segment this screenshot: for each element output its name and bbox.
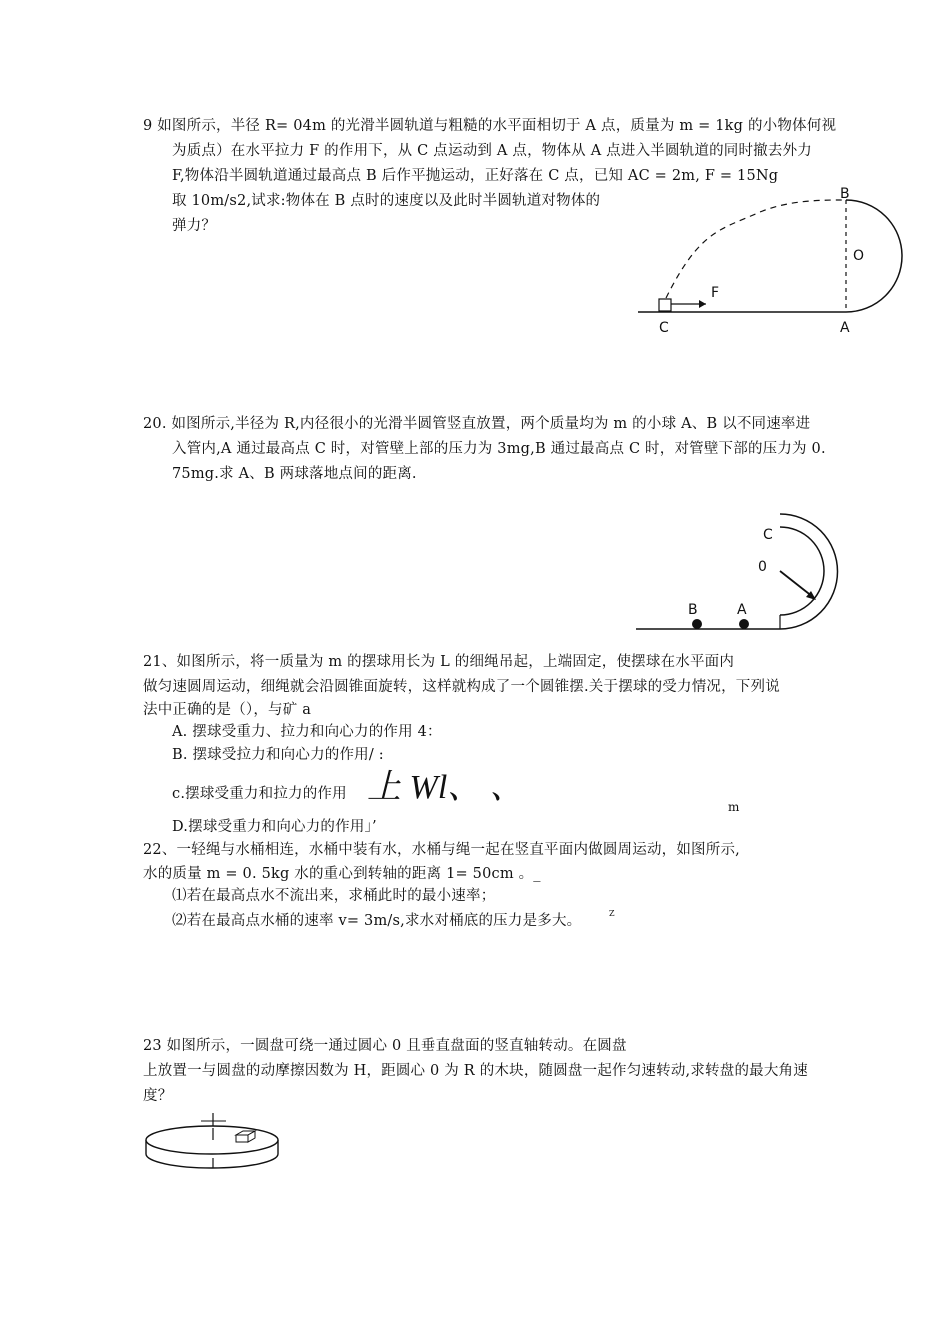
q19-line-1: 9 如图所示，半径 R= 04m 的光滑半圆轨道与粗糙的水平面相切于 A 点，质量为 m = 1kg 的小物体何视 — [143, 118, 837, 134]
q21-handwriting: 上 Wl、 、 — [367, 769, 524, 806]
q20-label-O: 0 — [758, 559, 767, 575]
q19-label-A: A — [840, 320, 850, 336]
q22-sub-2: ⑵若在最高点水桶的速率 v= 3m/s,求水对桶底的压力是多大。 — [172, 913, 582, 929]
q21-option-c: c.摆球受重力和拉力的作用 — [172, 786, 347, 802]
q20-label-B: B — [688, 602, 698, 618]
q21-stray-m: m — [728, 800, 740, 814]
q19-line-2: 为质点）在水平拉力 F 的作用下，从 C 点运动到 A 点，物体从 A 点进入半圆轨道的同时撤去外力 — [172, 143, 812, 159]
q21-option-b: B. 摆球受拉力和向心力的作用/ : — [172, 747, 384, 763]
q19-label-O: O — [853, 248, 865, 264]
q19-label-B: B — [840, 186, 850, 202]
q20-line-1: 20. 如图所示,半径为 R,内径很小的光滑半圆管竖直放置，两个质量均为 m 的小球 A、B 以不同速率进 — [143, 416, 811, 432]
q23-line-1: 23 如图所示，一圆盘可绕一通过圆心 0 且垂直盘面的竖直轴转动。在圆盘 — [143, 1038, 627, 1054]
q19-label-C: C — [659, 320, 669, 336]
q20-line-2: 入管内,A 通过最高点 C 时，对管壁上部的压力为 3mg,B 通过最高点 C 时，对管壁下部的压力为 0. — [172, 441, 826, 457]
q19-line-3: F,物体沿半圆轨道通过最高点 B 后作平抛运动，正好落在 C 点，已知 AC = 2m, F = 15Ng — [172, 168, 779, 184]
q20-label-C: C — [763, 527, 773, 543]
q19-label-F: F — [711, 285, 720, 301]
q19-line-5: 弹力？ — [172, 218, 217, 234]
q21-option-d: D.摆球受重力和向心力的作用」’ — [172, 819, 377, 835]
q23-line-2: 上放置一与圆盘的动摩擦因数为 H，距圆心 0 为 R 的木块，随圆盘一起作匀速转动,求转盘的最大角速 — [143, 1063, 808, 1079]
q21-line-3: 法中正确的是（），与矿 a — [143, 702, 312, 718]
q20-label-A: A — [737, 602, 747, 618]
q22-line-1: 22、一轻绳与水桶相连，水桶中装有水，水桶与绳一起在竖直平面内做圆周运动，如图所示, — [143, 842, 740, 858]
q21-line-2: 做匀速圆周运动，细绳就会沿圆锥面旋转，这样就构成了一个圆锥摆.关于摆球的受力情况，下列说 — [143, 679, 780, 695]
q22-line-2: 水的质量 m = 0. 5kg 水的重心到转轴的距离 1= 50cm 。_ — [143, 866, 541, 882]
q23-line-3: 度？ — [143, 1088, 173, 1104]
q20-line-3: 75mg.求 A、B 两球落地点间的距离. — [172, 466, 417, 482]
q21-option-a: A. 摆球受重力、拉力和向心力的作用 4： — [172, 724, 442, 740]
q22-sub-1: ⑴若在最高点水不流出来，求桶此时的最小速率； — [172, 888, 496, 904]
q19-line-4: 取 10m/s2,试求:物体在 B 点时的速度以及此时半圆轨道对物体的 — [172, 193, 601, 209]
q21-line-1: 21、如图所示，将一质量为 m 的摆球用长为 L 的细绳吊起，上端固定，使摆球在水平面内 — [143, 654, 735, 670]
q22-sub-2-mark: Z — [609, 909, 615, 918]
